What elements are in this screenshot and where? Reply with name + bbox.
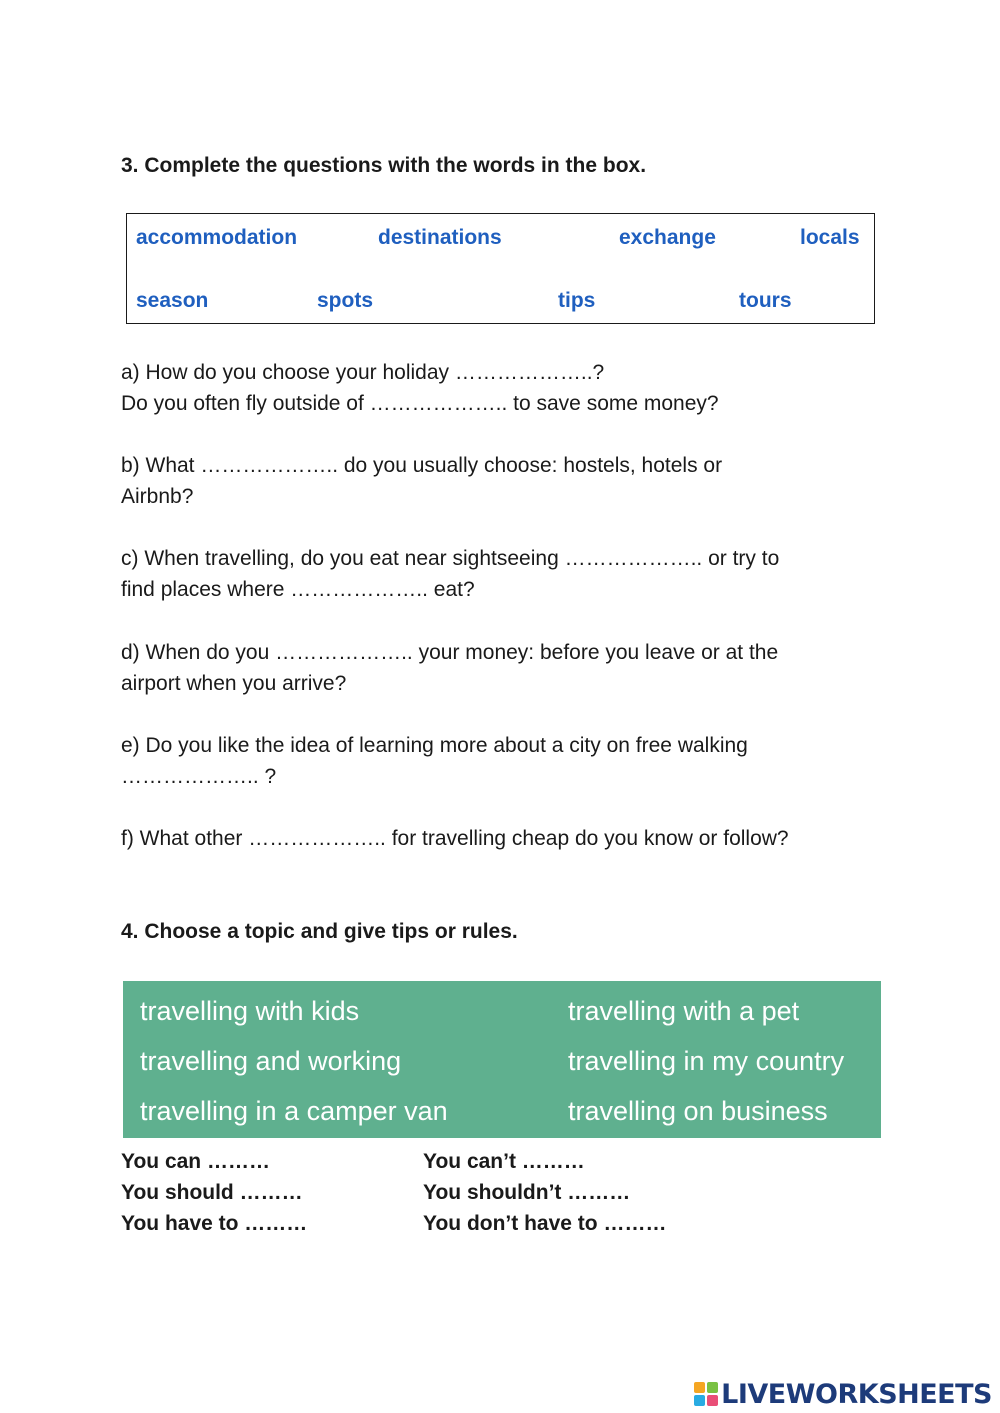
question-c-line-1: c) When travelling, do you eat near sightseeing ……………….. or try to [121, 547, 780, 570]
question-c-line-2: find places where ……………….. eat? [121, 578, 475, 601]
word-tips: tips [558, 289, 596, 312]
word-locals: locals [800, 226, 860, 249]
topic-travelling-with-a-pet: travelling with a pet [568, 996, 800, 1026]
question-a-line-1: a) How do you choose your holiday ………………..? [121, 361, 605, 384]
section-3-heading: 3. Complete the questions with the words in the box. [121, 154, 647, 177]
topic-travelling-and-working: travelling and working [140, 1046, 402, 1076]
question-d-line-2: airport when you arrive? [121, 672, 347, 695]
logo-square-4 [707, 1395, 718, 1406]
word-exchange: exchange [619, 226, 716, 249]
phrase-you-shouldnt: You shouldn’t ……… [423, 1181, 631, 1204]
logo-square-3 [694, 1395, 705, 1406]
logo-square-2 [707, 1382, 718, 1393]
question-a-line-2: Do you often fly outside of ……………….. to save some money? [121, 392, 719, 415]
word-box [126, 213, 875, 324]
word-spots: spots [317, 289, 374, 312]
logo-square-1 [694, 1382, 705, 1393]
topic-travelling-in-a-camper-van: travelling in a camper van [140, 1096, 448, 1126]
phrase-you-have-to: You have to ……… [121, 1212, 308, 1235]
question-e-line-2: ……………….. ? [121, 765, 277, 788]
question-b-line-1: b) What ……………….. do you usually choose: hostels, hotels or [121, 454, 723, 477]
question-d-line-1: d) When do you ……………….. your money: before you leave or at the [121, 641, 779, 664]
topic-travelling-with-kids: travelling with kids [140, 996, 360, 1026]
word-season: season [136, 289, 209, 312]
question-e-line-1: e) Do you like the idea of learning more about a city on free walking [121, 734, 748, 757]
topic-travelling-in-my-country: travelling in my country [568, 1046, 845, 1076]
question-f-line-1: f) What other ……………….. for travelling cheap do you know or follow? [121, 827, 789, 850]
liveworksheets-logo-icon [694, 1382, 718, 1406]
logo-text: LIVEWORKSHEETS [721, 1378, 992, 1410]
phrase-you-can: You can ……… [121, 1150, 270, 1173]
word-accommodation: accommodation [136, 226, 298, 249]
phrase-you-cant: You can’t ……… [423, 1150, 585, 1173]
topic-travelling-on-business: travelling on business [568, 1096, 828, 1126]
section-4-heading: 4. Choose a topic and give tips or rules. [121, 920, 518, 943]
liveworksheets-logo[interactable] [694, 1377, 992, 1411]
phrase-you-dont-have-to: You don’t have to ……… [423, 1212, 667, 1235]
phrase-you-should: You should ……… [121, 1181, 303, 1204]
topics-box [123, 981, 881, 1138]
word-destinations: destinations [378, 226, 502, 249]
word-tours: tours [739, 289, 792, 312]
question-b-line-2: Airbnb? [121, 485, 194, 508]
